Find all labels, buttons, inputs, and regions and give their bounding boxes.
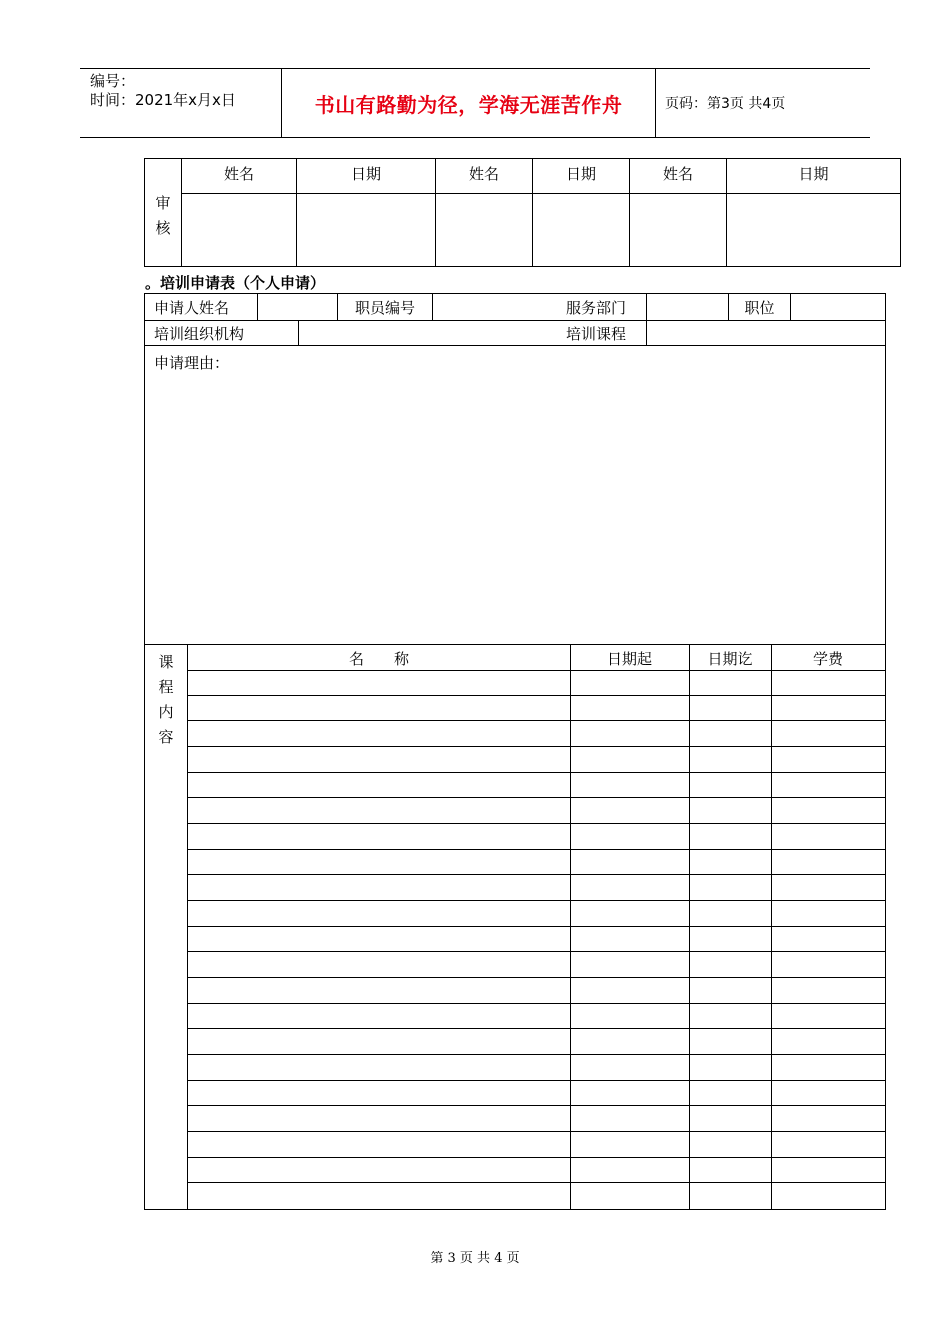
course-header-row <box>188 645 885 671</box>
employee-id-label-text: 职员编号 <box>354 299 415 317</box>
document-number-label: 编号： <box>90 72 136 90</box>
course-row[interactable] <box>188 721 885 747</box>
section-title: 。培训申请表（个人申请） <box>145 274 326 292</box>
form-row-1 <box>145 294 885 321</box>
course-row[interactable] <box>188 670 885 696</box>
course-col-fee: 学费 <box>812 650 843 668</box>
header-motto: 书山有路勤为径，学海无涯苦作舟 <box>314 92 623 117</box>
review-col-date-3: 日期 <box>727 159 901 194</box>
course-row[interactable] <box>188 1081 885 1107</box>
course-grid <box>188 645 885 1209</box>
course-row[interactable] <box>188 696 885 722</box>
course-row[interactable] <box>188 798 885 824</box>
review-side-label-text: 审核 <box>155 194 171 237</box>
applicant-name-input[interactable] <box>258 294 337 320</box>
review-table <box>144 158 901 267</box>
course-side-label-text: 课程内容 <box>158 653 174 746</box>
course-col-end-date: 日期讫 <box>707 650 753 668</box>
course-row[interactable] <box>188 1055 885 1081</box>
reason-textarea[interactable] <box>145 370 885 642</box>
application-form <box>144 293 886 645</box>
course-row[interactable] <box>188 901 885 927</box>
course-label-text: 培训课程 <box>565 325 626 343</box>
organization-input[interactable] <box>299 320 545 345</box>
page-footer: 第 3 页 共 4 页 <box>430 1251 520 1266</box>
header-meta <box>80 69 282 137</box>
department-label-text: 服务部门 <box>565 299 626 317</box>
header-motto-cell <box>282 69 656 137</box>
course-row[interactable] <box>188 927 885 953</box>
course-row[interactable] <box>188 1004 885 1030</box>
course-col-divider <box>570 645 571 1209</box>
applicant-name-label-text: 申请人姓名 <box>154 299 230 317</box>
course-table <box>144 644 886 1210</box>
course-row[interactable] <box>188 1183 885 1209</box>
page-header <box>80 68 870 138</box>
course-row[interactable] <box>188 1158 885 1184</box>
header-page-info: 页码：第3页 共4页 <box>665 96 786 112</box>
position-label-text: 职位 <box>744 299 775 317</box>
review-cell-date-2[interactable] <box>533 194 630 267</box>
course-row[interactable] <box>188 850 885 876</box>
review-cell-date-1[interactable] <box>297 194 436 267</box>
course-row[interactable] <box>188 824 885 850</box>
course-row[interactable] <box>188 1106 885 1132</box>
review-col-date-2: 日期 <box>533 159 630 194</box>
department-input[interactable] <box>647 294 728 320</box>
course-col-divider <box>689 645 690 1209</box>
organization-label-text: 培训组织机构 <box>154 325 245 343</box>
course-row[interactable] <box>188 978 885 1004</box>
course-col-start-date: 日期起 <box>606 650 652 668</box>
document-time-label: 时间：2021年x月x日 <box>90 91 236 109</box>
course-col-divider <box>771 645 772 1209</box>
course-input[interactable] <box>647 320 885 345</box>
course-row[interactable] <box>188 773 885 799</box>
form-row-2 <box>145 320 885 346</box>
review-col-name-2: 姓名 <box>436 159 533 194</box>
position-input[interactable] <box>791 294 885 320</box>
review-col-date-1: 日期 <box>297 159 436 194</box>
course-row[interactable] <box>188 747 885 773</box>
review-cell-name-3[interactable] <box>630 194 727 267</box>
review-cell-date-3[interactable] <box>727 194 901 267</box>
header-page-cell <box>656 69 870 137</box>
course-row[interactable] <box>188 1029 885 1055</box>
reason-label: 申请理由： <box>154 354 230 372</box>
employee-id-input[interactable] <box>433 294 545 320</box>
review-cell-name-1[interactable] <box>182 194 297 267</box>
course-row[interactable] <box>188 875 885 901</box>
course-side-label <box>145 645 188 1209</box>
review-col-name-1: 姓名 <box>182 159 297 194</box>
review-side-label <box>145 159 182 267</box>
course-row[interactable] <box>188 1132 885 1158</box>
review-cell-name-2[interactable] <box>436 194 533 267</box>
course-col-name: 名 称 <box>348 650 409 668</box>
review-col-name-3: 姓名 <box>630 159 727 194</box>
course-row[interactable] <box>188 952 885 978</box>
